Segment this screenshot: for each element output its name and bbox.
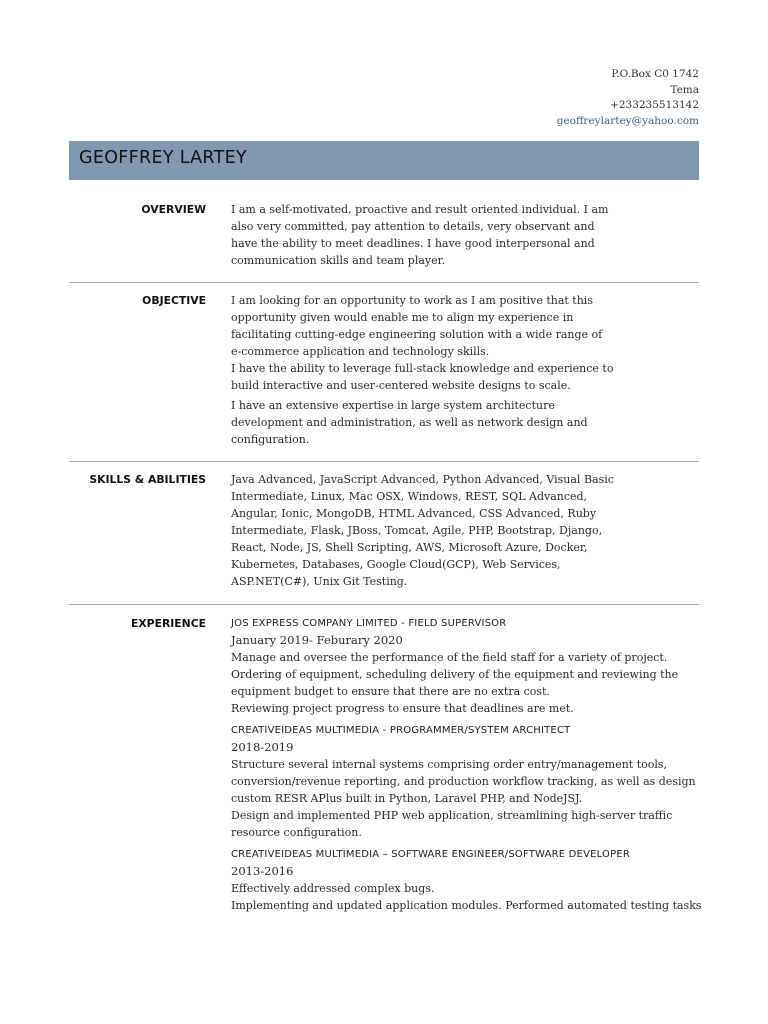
overview-line: also very committed, pay attention to details, very observant and (231, 220, 595, 233)
job-line: Manage and oversee the performance of the field staff for a variety of project. (231, 651, 668, 664)
job-dates: 2018-2019 (231, 740, 294, 754)
job-entry (231, 722, 702, 841)
section-divider (69, 282, 699, 283)
contact-block (557, 67, 699, 129)
job-line: equipment budget to ensure that there are no extra cost. (231, 685, 550, 698)
objective-line: e-commerce application and technology skills. (231, 345, 490, 358)
objective-line: facilitating cutting-edge engineering solution with a wide range of (231, 328, 603, 341)
job-title: JOS EXPRESS COMPANY LIMITED - FIELD SUPERVISOR (231, 618, 507, 629)
skills-text (231, 471, 614, 590)
skills-line: ASP.NET(C#), Unix Git Testing. (231, 575, 408, 588)
section-divider (69, 461, 699, 462)
contact-city: Tema (670, 83, 699, 96)
job-dates: January 2019- Feburary 2020 (231, 633, 403, 647)
objective-line: I have an extensive expertise in large system architecture (231, 399, 555, 412)
overview-text (231, 201, 608, 269)
job-entry (231, 846, 702, 914)
contact-email-link[interactable]: geoffreylartey@yahoo.com (556, 114, 699, 127)
candidate-name: GEOFFREY LARTEY (79, 148, 247, 168)
objective-line: configuration. (231, 433, 310, 446)
job-line: resource configuration. (231, 826, 362, 839)
job-title: CREATIVEIDEAS MULTIMEDIA - PROGRAMMER/SYSTEM ARCHITECT (231, 725, 571, 736)
job-line: conversion/revenue reporting, and production workflow tracking, as well as design (231, 775, 696, 788)
overview-line: have the ability to meet deadlines. I have good interpersonal and (231, 237, 595, 250)
job-line: Structure several internal systems comprising order entry/management tools, (231, 758, 668, 771)
name-banner (69, 141, 699, 180)
skills-line: Intermediate, Linux, Mac OSX, Windows, REST, SQL Advanced, (231, 490, 588, 503)
experience-list (231, 615, 702, 914)
section-divider (69, 604, 699, 605)
overview-line: I am a self-motivated, proactive and result oriented individual. I am (231, 203, 609, 216)
objective-line: I am looking for an opportunity to work as I am positive that this (231, 294, 593, 307)
job-line: Ordering of equipment, scheduling delivery of the equipment and reviewing the (231, 668, 679, 681)
objective-line: opportunity given would enable me to align my experience in (231, 311, 574, 324)
overview-heading: OVERVIEW (141, 203, 206, 216)
experience-heading: EXPERIENCE (130, 617, 206, 630)
job-line: custom RESR APlus built in Python, Laravel PHP, and NodeJSJ. (231, 792, 583, 805)
contact-address: P.O.Box C0 1742 (611, 68, 699, 80)
objective-text (231, 292, 613, 448)
objective-heading: OBJECTIVE (142, 294, 206, 307)
objective-line: I have the ability to leverage full-stack knowledge and experience to (231, 362, 614, 375)
job-line: Implementing and updated application modules. Performed automated testing tasks (231, 899, 702, 912)
job-title: CREATIVEIDEAS MULTIMEDIA – SOFTWARE ENGINEER/SOFTWARE DEVELOPER (231, 849, 631, 860)
skills-line: Intermediate, Flask, JBoss, Tomcat, Agile, PHP, Bootstrap, Django, (231, 524, 603, 537)
job-line: Effectively addressed complex bugs. (231, 882, 435, 895)
contact-phone: +233235513142 (610, 99, 699, 111)
job-line: Design and implemented PHP web application, streamlining high-server traffic (231, 809, 673, 822)
skills-line: React, Node, JS, Shell Scripting, AWS, Microsoft Azure, Docker, (231, 541, 588, 554)
skills-heading: SKILLS & ABILITIES (89, 473, 206, 486)
overview-line: communication skills and team player. (231, 254, 446, 267)
objective-line: build interactive and user-centered website designs to scale. (231, 379, 571, 392)
job-dates: 2013-2016 (231, 864, 294, 878)
job-line: Reviewing project progress to ensure that deadlines are met. (231, 702, 574, 715)
skills-line: Angular, Ionic, MongoDB, HTML Advanced, CSS Advanced, Ruby (231, 507, 597, 520)
job-entry (231, 615, 702, 717)
objective-line: development and administration, as well as network design and (231, 416, 588, 429)
skills-line: Java Advanced, JavaScript Advanced, Python Advanced, Visual Basic (231, 473, 614, 486)
skills-line: Kubernetes, Databases, Google Cloud(GCP), Web Services, (231, 558, 561, 571)
